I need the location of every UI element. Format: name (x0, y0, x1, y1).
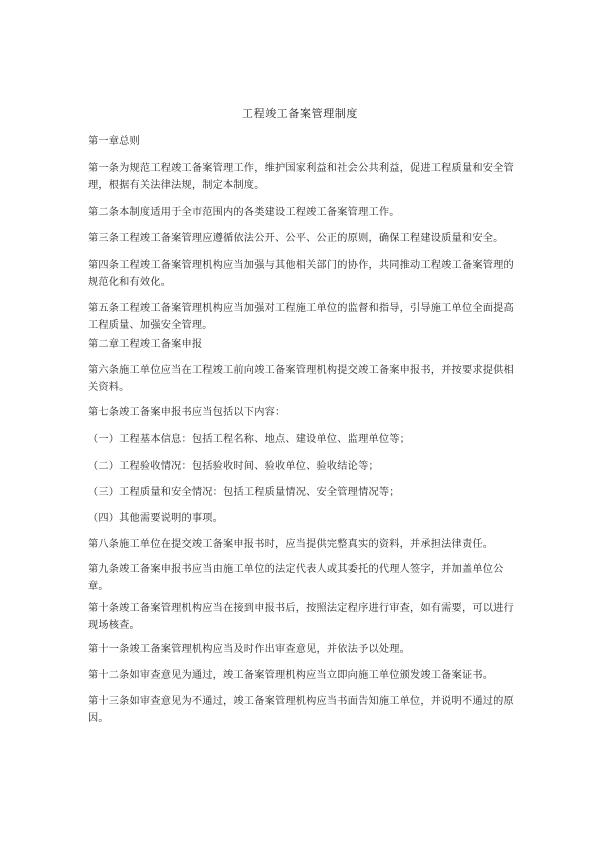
article-paragraph: 第八条施工单位在提交竣工备案申报书时，应当提供完整真实的资料，并承担法律责任。 (88, 539, 494, 550)
article-paragraph: 第二条本制度适用于全市范围内的各类建设工程竣工备案管理工作。 (88, 207, 400, 218)
article-paragraph: 第五条工程竣工备案管理机构应当加强对工程施工单位的监督和指导，引导施工单位全面提高工程质量、加强安全管理。 (88, 303, 514, 331)
list-item: （二）工程验收情况：包括验收时间、验收单位、验收结论等； (88, 461, 379, 472)
article-paragraph: 第三条工程竣工备案管理应遵循依法公开、公平、公正的原则，确保工程建设质量和安全。 (88, 233, 504, 244)
article-paragraph: 第四条工程竣工备案管理机构应当加强与其他相关部门的协作，共同推动工程竣工备案管理的规范化和有效化。 (88, 260, 514, 288)
list-item: （四）其他需要说明的事项。 (88, 513, 224, 524)
article-paragraph: 第十条竣工备案管理机构应当在接到申报书后，按照法定程序进行审查，如有需要，可以进行现场核查。 (88, 603, 514, 631)
list-item: （一）工程基本信息：包括工程名称、地点、建设单位、监理单位等； (88, 434, 411, 445)
article-paragraph: 第六条施工单位应当在工程竣工前向竣工备案管理机构提交竣工备案申报书，并按要求提供相关资料。 (88, 365, 514, 393)
article-paragraph: 第十一条竣工备案管理机构应当及时作出审查意见，并依法予以处理。 (88, 644, 411, 655)
chapter-heading: 第一章总则 (88, 136, 140, 147)
article-paragraph: 第十三条如审查意见为不通过，竣工备案管理机构应当书面告知施工单位，并说明不通过的原因。 (88, 696, 514, 724)
list-item: （三）工程质量和安全情况：包括工程质量情况、安全管理情况等； (88, 487, 400, 498)
article-paragraph: 第十二条如审查意见为通过，竣工备案管理机构应当立即向施工单位颁发竣工备案证书。 (88, 670, 494, 681)
article-paragraph: 第七条竣工备案申报书应当包括以下内容： (88, 407, 286, 418)
article-paragraph: 第一条为规范工程竣工备案管理工作，维护国家利益和社会公共利益，促进工程质量和安全管理，根据有关法律法规，制定本制度。 (88, 163, 514, 191)
document-title: 工程竣工备案管理制度 (242, 107, 358, 120)
chapter-heading: 第二章工程竣工备案申报 (88, 339, 203, 350)
article-paragraph: 第九条竣工备案申报书应当由施工单位的法定代表人或其委托的代理人签字，并加盖单位公章。 (88, 564, 504, 592)
